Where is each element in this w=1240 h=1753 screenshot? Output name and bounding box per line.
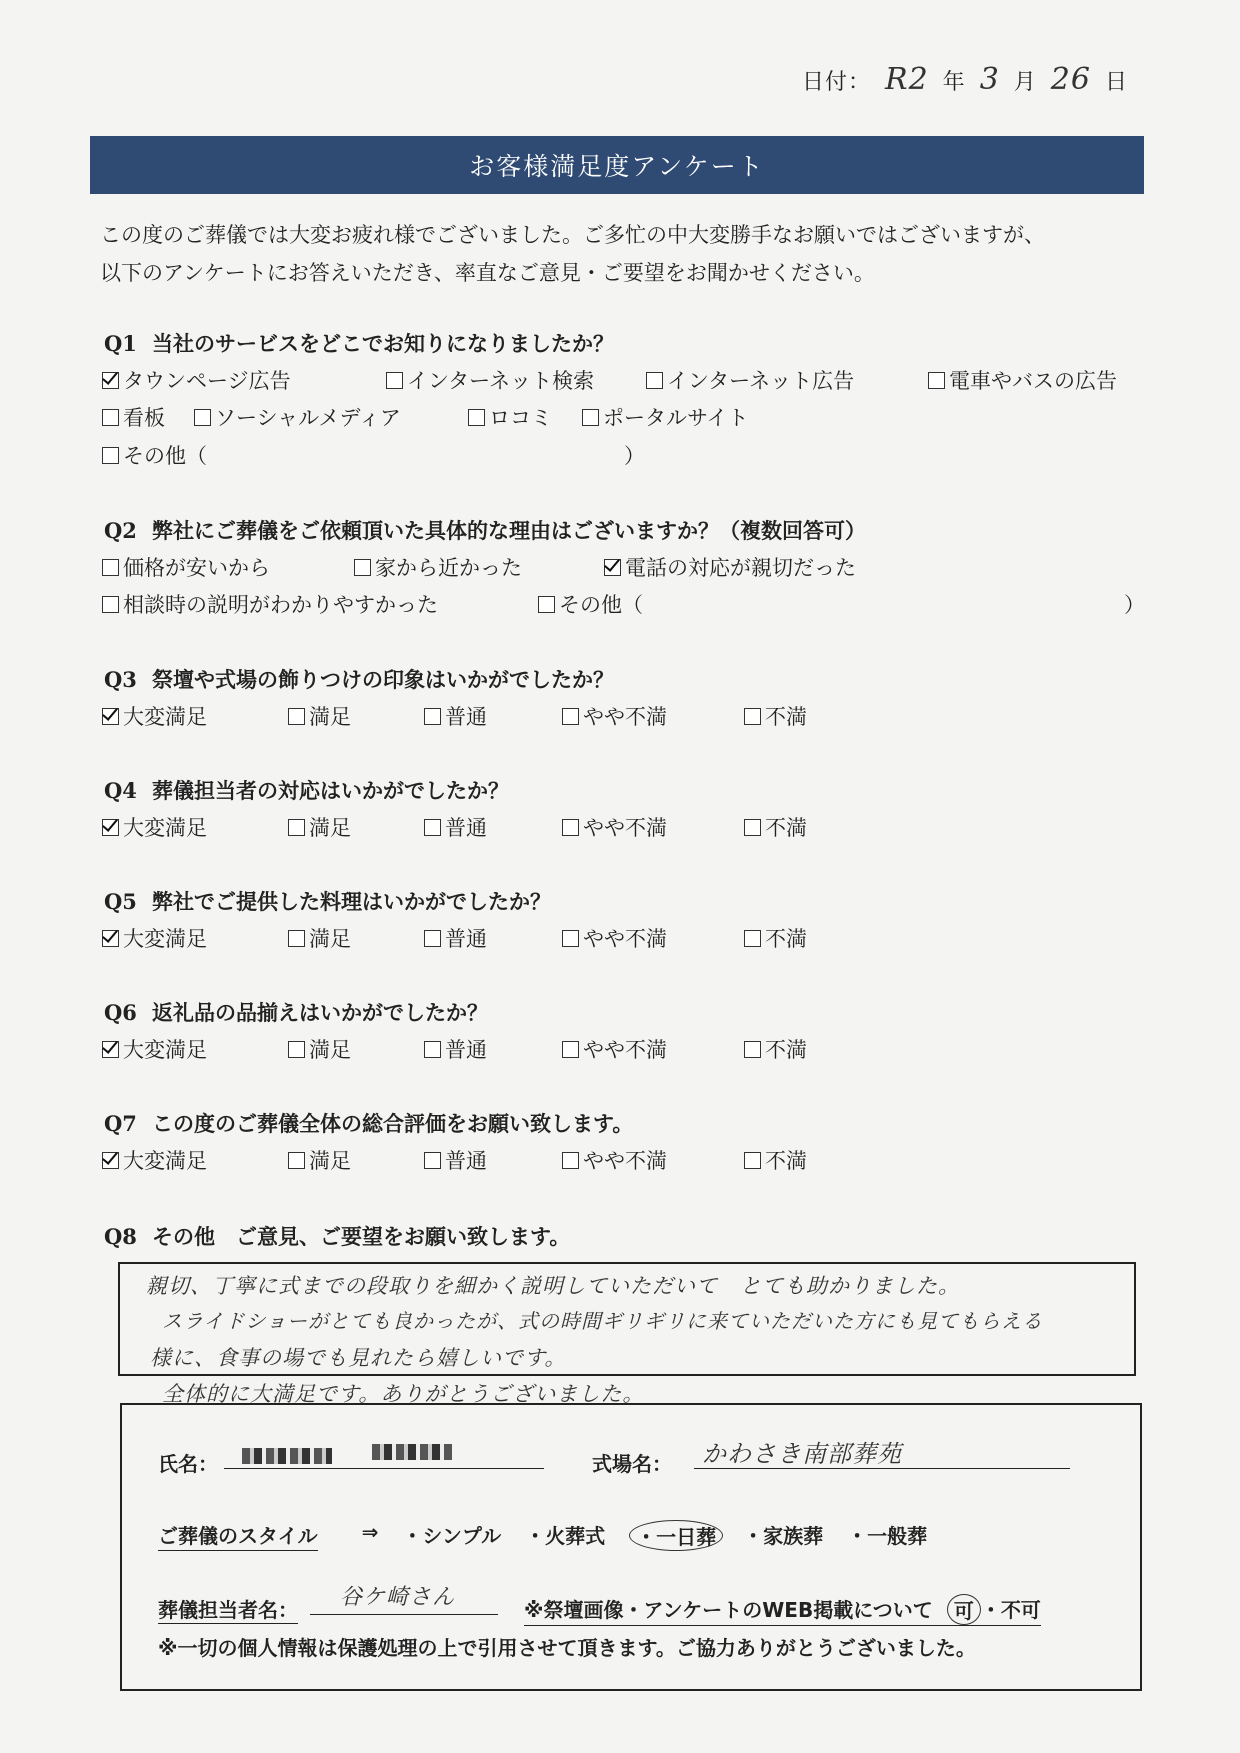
option-label: 不満 [765,1149,807,1173]
year-unit: 年 [942,70,966,95]
web-permission-yes[interactable]: 可 [947,1594,981,1625]
checkbox[interactable] [562,930,579,947]
option-label: 大変満足 [123,816,207,840]
option-label: やや不満 [583,1038,667,1062]
staff-value: 谷ケ崎さん [340,1585,456,1610]
q1-option[interactable] [582,402,749,432]
question-text: 葬儀担当者の対応はいかがでしたか？ [152,779,509,803]
intro-line: この度のご葬儀では大変お疲れ様でございました。ご多忙の中大変勝手なお願いではございますが、 [100,223,1045,247]
question-number: Q5 [104,889,137,914]
question-number: Q3 [104,667,137,692]
option-label: タウンページ広告 [123,369,291,393]
rating-option[interactable] [102,701,207,731]
checkbox[interactable] [194,409,211,426]
option-label: 普通 [445,1038,487,1062]
checkbox[interactable] [744,819,761,836]
rating-option[interactable] [744,923,807,953]
rating-option[interactable] [424,923,487,953]
q1-option[interactable] [386,365,594,395]
option-label: 満足 [309,1149,351,1173]
style-option[interactable]: ・一般葬 [847,1524,928,1548]
checkbox-checked[interactable] [102,1152,119,1169]
option-label: 大変満足 [123,1149,207,1173]
comment-line: 様に、食事の場でも見れたら嬉しいです。 [150,1346,567,1370]
rating-option[interactable] [102,1145,207,1175]
option-label: ロコミ [489,406,552,430]
q3-rating-row [102,701,862,731]
checkbox[interactable] [102,409,119,426]
checkbox[interactable] [424,930,441,947]
rating-option[interactable] [288,701,351,731]
rating-option[interactable] [562,923,667,953]
option-label: 普通 [445,705,487,729]
option-label: 満足 [309,816,351,840]
rating-option[interactable] [288,923,351,953]
checkbox[interactable] [424,1041,441,1058]
checkbox[interactable] [288,708,305,725]
rating-option[interactable] [288,1034,351,1064]
style-option[interactable]: ・シンプル [402,1524,502,1548]
q2-option[interactable] [354,552,522,582]
option-label: やや不満 [583,1149,667,1173]
option-label: ソーシャルメディア [215,406,401,430]
question-text: 弊社にご葬儀をご依頼頂いた具体的な理由はございますか？（複数回答可） [152,519,866,543]
style-option[interactable]: ・火葬式 [525,1524,606,1548]
checkbox[interactable] [928,372,945,389]
checkbox[interactable] [562,1152,579,1169]
checkbox[interactable] [582,409,599,426]
checkbox-checked[interactable] [604,559,621,576]
option-label: 不満 [765,1038,807,1062]
checkbox-checked[interactable] [102,708,119,725]
option-label: 満足 [309,927,351,951]
checkbox[interactable] [424,819,441,836]
checkbox[interactable] [744,1152,761,1169]
day-unit: 日 [1104,70,1128,95]
comment-line: スライドショーがとても良かったが、式の時間ギリギリに来ていただいた方にも見てもらえる [162,1309,1043,1333]
question-text: この度のご葬儀全体の総合評価をお願い致します。 [152,1112,634,1136]
rating-option[interactable] [424,701,487,731]
rating-option[interactable] [288,812,351,842]
checkbox-checked[interactable] [102,819,119,836]
q1-option[interactable] [102,402,165,432]
checkbox[interactable] [562,708,579,725]
question-7 [104,1108,633,1138]
checkbox[interactable] [562,1041,579,1058]
checkbox[interactable] [538,596,555,613]
rating-option[interactable] [424,812,487,842]
option-label: その他（ [123,444,207,468]
arrow-icon: ⇒ [361,1520,379,1544]
checkbox[interactable] [288,819,305,836]
question-1 [104,328,614,358]
question-number: Q1 [104,331,137,356]
hall-value: かわさき南部葬苑 [702,1440,902,1468]
q6-rating-row [102,1034,862,1064]
question-8 [104,1221,570,1251]
question-number: Q2 [104,518,137,543]
date-label: 日付： [801,70,871,95]
rating-option[interactable] [744,701,807,731]
checkbox-checked[interactable] [102,1041,119,1058]
question-number: Q4 [104,778,137,803]
date-day: 26 [1050,62,1091,97]
q2-option[interactable] [102,589,438,619]
option-label: やや不満 [583,816,667,840]
checkbox[interactable] [562,819,579,836]
option-label: 普通 [445,816,487,840]
question-text: 祭壇や式場の飾りつけの印象はいかがでしたか？ [152,668,614,692]
checkbox[interactable] [646,372,663,389]
page-title: お客様満足度アンケート [90,136,1144,194]
separator: ・ [980,1598,1001,1622]
checkbox[interactable] [288,1041,305,1058]
option-label: インターネット広告 [667,369,855,393]
option-label: 家から近かった [375,556,522,580]
checkbox[interactable] [424,1152,441,1169]
web-permission-row [524,1594,1041,1626]
style-label: ご葬儀のスタイル [158,1520,318,1551]
month-unit: 月 [1013,70,1037,95]
question-number: Q7 [104,1111,137,1136]
checkbox-checked[interactable] [102,372,119,389]
name-field[interactable] [224,1440,544,1469]
rating-option[interactable] [744,1145,807,1175]
option-label: 満足 [309,705,351,729]
option-label: 相談時の説明がわかりやすかった [123,593,438,617]
checkbox[interactable] [102,596,119,613]
checkbox[interactable] [744,708,761,725]
footer-note: ※一切の個人情報は保護処理の上で引用させて頂きます。ご協力ありがとうございました。 [158,1636,976,1660]
option-label: その他（ [559,593,643,617]
question-5 [104,886,551,916]
question-text: 当社のサービスをどこでお知りになりましたか？ [152,332,614,356]
option-label: 価格が安いから [123,556,270,580]
checkbox[interactable] [424,708,441,725]
rating-option[interactable] [744,812,807,842]
question-6 [104,997,488,1027]
question-text: 弊社でご提供した料理はいかがでしたか？ [152,890,551,914]
q1-option[interactable] [468,402,552,432]
option-label: インターネット検索 [407,369,595,393]
option-label: 普通 [445,927,487,951]
q1-option[interactable] [102,365,291,395]
checkbox[interactable] [102,447,119,464]
style-option-selected[interactable]: ・一日葬 [629,1520,723,1551]
intro-line: 以下のアンケートにお答えいただき、率直なご意見・ご要望をお聞かせください。 [100,261,875,285]
checkbox[interactable] [354,559,371,576]
question-number: Q8 [104,1224,137,1249]
checkbox[interactable] [288,1152,305,1169]
question-number: Q6 [104,1000,137,1025]
date-month: 3 [979,62,1000,97]
rating-option[interactable] [562,1145,667,1175]
option-label: やや不満 [583,705,667,729]
checkbox[interactable] [102,559,119,576]
date-line [802,62,1128,97]
checkbox-checked[interactable] [102,930,119,947]
web-permission-no[interactable]: 不可 [1000,1598,1041,1622]
style-row [158,1520,927,1551]
question-text: 返礼品の品揃えはいかがでしたか？ [152,1001,488,1025]
rating-option[interactable] [562,1034,667,1064]
option-label: 電話の対応が親切だった [625,556,856,580]
option-label: 大変満足 [123,705,207,729]
rating-option[interactable] [288,1145,351,1175]
rating-option[interactable] [102,923,207,953]
q1-option[interactable] [102,440,207,470]
option-label: 不満 [765,816,807,840]
option-label: 大変満足 [123,1038,207,1062]
style-option[interactable]: ・家族葬 [743,1524,824,1548]
name-label: 氏名： [158,1452,218,1476]
q1-option[interactable] [928,365,1117,395]
checkbox[interactable] [288,930,305,947]
checkbox[interactable] [386,372,403,389]
checkbox[interactable] [468,409,485,426]
close-paren: ） [1124,593,1145,617]
option-label: 不満 [765,705,807,729]
rating-option[interactable] [102,812,207,842]
rating-option[interactable] [744,1034,807,1064]
option-label: 満足 [309,1038,351,1062]
staff-label: 葬儀担当者名： [158,1594,298,1624]
option-label: やや不満 [583,927,667,951]
option-label: 電車やバスの広告 [949,369,1117,393]
date-era-year: R2 [884,62,929,97]
q7-rating-row [102,1145,862,1175]
hall-field[interactable] [694,1434,1070,1469]
hall-label: 式場名： [592,1452,672,1476]
web-label: ※祭壇画像・アンケートのWEB掲載について [524,1598,933,1622]
comment-line: 親切、丁寧に式までの段取りを細かく説明していただいて とても助かりました。 [146,1274,960,1298]
q2-option[interactable] [604,552,856,582]
staff-field[interactable] [310,1580,498,1615]
option-label: ポータルサイト [603,406,749,430]
q4-rating-row [102,812,862,842]
close-paren: ） [624,444,645,468]
comment-line: 全体的に大満足です。ありがとうございました。 [162,1382,645,1406]
intro-text [100,216,1150,292]
rating-option[interactable] [562,701,667,731]
rating-option[interactable] [424,1145,487,1175]
checkbox[interactable] [744,1041,761,1058]
q1-option[interactable] [646,365,854,395]
question-4 [104,775,509,805]
rating-option[interactable] [102,1034,207,1064]
question-3 [104,664,614,694]
option-label: 不満 [765,927,807,951]
option-label: 看板 [123,406,165,430]
q2-option[interactable] [538,589,643,619]
option-label: 普通 [445,1149,487,1173]
rating-option[interactable] [562,812,667,842]
redacted-name [372,1444,452,1460]
q2-option[interactable] [102,552,270,582]
redacted-name [242,1448,332,1464]
option-label: 大変満足 [123,927,207,951]
question-text: その他 ご意見、ご要望をお願い致します。 [152,1225,571,1249]
rating-option[interactable] [424,1034,487,1064]
checkbox[interactable] [744,930,761,947]
question-2 [104,515,866,545]
q5-rating-row [102,923,862,953]
q1-option[interactable] [194,402,401,432]
